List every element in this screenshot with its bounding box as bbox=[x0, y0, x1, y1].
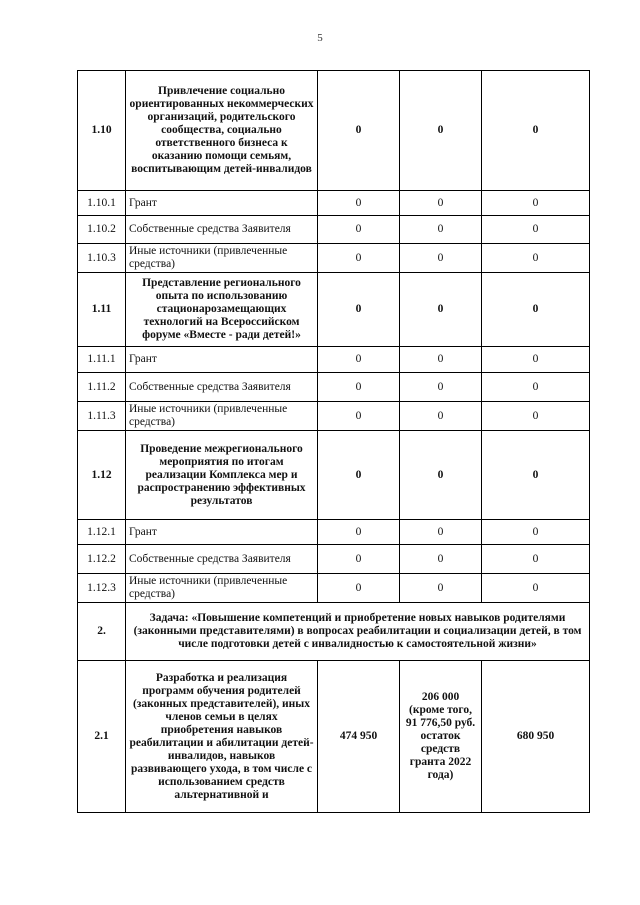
value-cell: 0 bbox=[318, 216, 400, 244]
row-description: Собственные средства Заявителя bbox=[126, 216, 318, 244]
table-row bbox=[78, 431, 590, 520]
value-cell: 0 bbox=[318, 574, 400, 603]
row-description: Иные источники (привлеченные средства) bbox=[126, 402, 318, 431]
value-cell: 474 950 bbox=[318, 661, 400, 813]
value-cell: 0 bbox=[482, 216, 590, 244]
value-cell: 0 bbox=[318, 520, 400, 545]
value-cell: 0 bbox=[482, 574, 590, 603]
table-row bbox=[78, 244, 590, 273]
table-row bbox=[78, 603, 590, 661]
table-row bbox=[78, 216, 590, 244]
value-cell: 206 000 (кроме того, 91 776,50 руб. остаток средств гранта 2022 года) bbox=[400, 661, 482, 813]
row-number: 1.11.3 bbox=[78, 402, 126, 431]
row-number: 1.10.1 bbox=[78, 191, 126, 216]
row-description: Иные источники (привлеченные средства) bbox=[126, 244, 318, 273]
row-description: Собственные средства Заявителя bbox=[126, 373, 318, 402]
row-number: 1.12.1 bbox=[78, 520, 126, 545]
row-number: 1.11.1 bbox=[78, 347, 126, 373]
task-heading: Задача: «Повышение компетенций и приобретение новых навыков родителями (законными представителями) в вопросах реабилитации и социализации детей, в том числе подготовки детей с инвалидностью к самостоятельной жизни» bbox=[126, 603, 590, 661]
table-row bbox=[78, 574, 590, 603]
row-number: 1.12 bbox=[78, 431, 126, 520]
value-cell: 0 bbox=[318, 244, 400, 273]
row-number: 1.12.2 bbox=[78, 545, 126, 574]
value-cell: 0 bbox=[482, 520, 590, 545]
row-description: Иные источники (привлеченные средства) bbox=[126, 574, 318, 603]
value-cell: 0 bbox=[400, 574, 482, 603]
value-cell: 680 950 bbox=[482, 661, 590, 813]
row-number: 1.10.3 bbox=[78, 244, 126, 273]
budget-table bbox=[77, 70, 590, 813]
value-cell: 0 bbox=[482, 273, 590, 347]
row-description: Представление регионального опыта по использованию стационарозамещающих технологий на Всероссийском форуме «Вместе - ради детей!» bbox=[126, 273, 318, 347]
table-row bbox=[78, 402, 590, 431]
row-number: 2.1 bbox=[78, 661, 126, 813]
table-row bbox=[78, 545, 590, 574]
row-description: Грант bbox=[126, 191, 318, 216]
value-cell: 0 bbox=[482, 244, 590, 273]
table-row bbox=[78, 373, 590, 402]
table-row bbox=[78, 347, 590, 373]
value-cell: 0 bbox=[318, 402, 400, 431]
row-description: Грант bbox=[126, 347, 318, 373]
value-cell: 0 bbox=[318, 191, 400, 216]
value-cell: 0 bbox=[482, 347, 590, 373]
value-cell: 0 bbox=[318, 373, 400, 402]
value-cell: 0 bbox=[400, 216, 482, 244]
value-cell: 0 bbox=[482, 71, 590, 191]
row-number: 1.10 bbox=[78, 71, 126, 191]
row-number: 1.11 bbox=[78, 273, 126, 347]
row-description: Привлечение социально ориентированных некоммерческих организаций, родительского сообщества, социально ответственного бизнеса к оказанию помощи семьям, воспитывающим детей-инвалидов bbox=[126, 71, 318, 191]
row-number: 1.10.2 bbox=[78, 216, 126, 244]
value-cell: 0 bbox=[482, 373, 590, 402]
value-cell: 0 bbox=[482, 431, 590, 520]
row-description: Проведение межрегионального мероприятия по итогам реализации Комплекса мер и распространению эффективных результатов bbox=[126, 431, 318, 520]
value-cell: 0 bbox=[400, 545, 482, 574]
value-cell: 0 bbox=[400, 191, 482, 216]
value-cell: 0 bbox=[400, 71, 482, 191]
value-cell: 0 bbox=[482, 545, 590, 574]
value-cell: 0 bbox=[400, 244, 482, 273]
table-row bbox=[78, 661, 590, 813]
value-cell: 0 bbox=[318, 545, 400, 574]
value-cell: 0 bbox=[318, 347, 400, 373]
row-number: 2. bbox=[78, 603, 126, 661]
value-cell: 0 bbox=[400, 273, 482, 347]
table-row bbox=[78, 71, 590, 191]
value-cell: 0 bbox=[318, 431, 400, 520]
value-cell: 0 bbox=[482, 402, 590, 431]
table-row bbox=[78, 191, 590, 216]
table-row bbox=[78, 520, 590, 545]
value-cell: 0 bbox=[400, 431, 482, 520]
value-cell: 0 bbox=[482, 191, 590, 216]
value-cell: 0 bbox=[400, 520, 482, 545]
page-number: 5 bbox=[317, 32, 323, 44]
row-number: 1.11.2 bbox=[78, 373, 126, 402]
row-number: 1.12.3 bbox=[78, 574, 126, 603]
table-row bbox=[78, 273, 590, 347]
value-cell: 0 bbox=[318, 71, 400, 191]
row-description: Разработка и реализация программ обучения родителей (законных представителей), иных членов семьи в целях приобретения навыков реабилитации и абилитации детей-инвалидов, навыков развивающего ухода, в том числе с использованием средств альтернативной и bbox=[126, 661, 318, 813]
value-cell: 0 bbox=[400, 373, 482, 402]
row-description: Грант bbox=[126, 520, 318, 545]
value-cell: 0 bbox=[400, 347, 482, 373]
row-description: Собственные средства Заявителя bbox=[126, 545, 318, 574]
value-cell: 0 bbox=[400, 402, 482, 431]
value-cell: 0 bbox=[318, 273, 400, 347]
